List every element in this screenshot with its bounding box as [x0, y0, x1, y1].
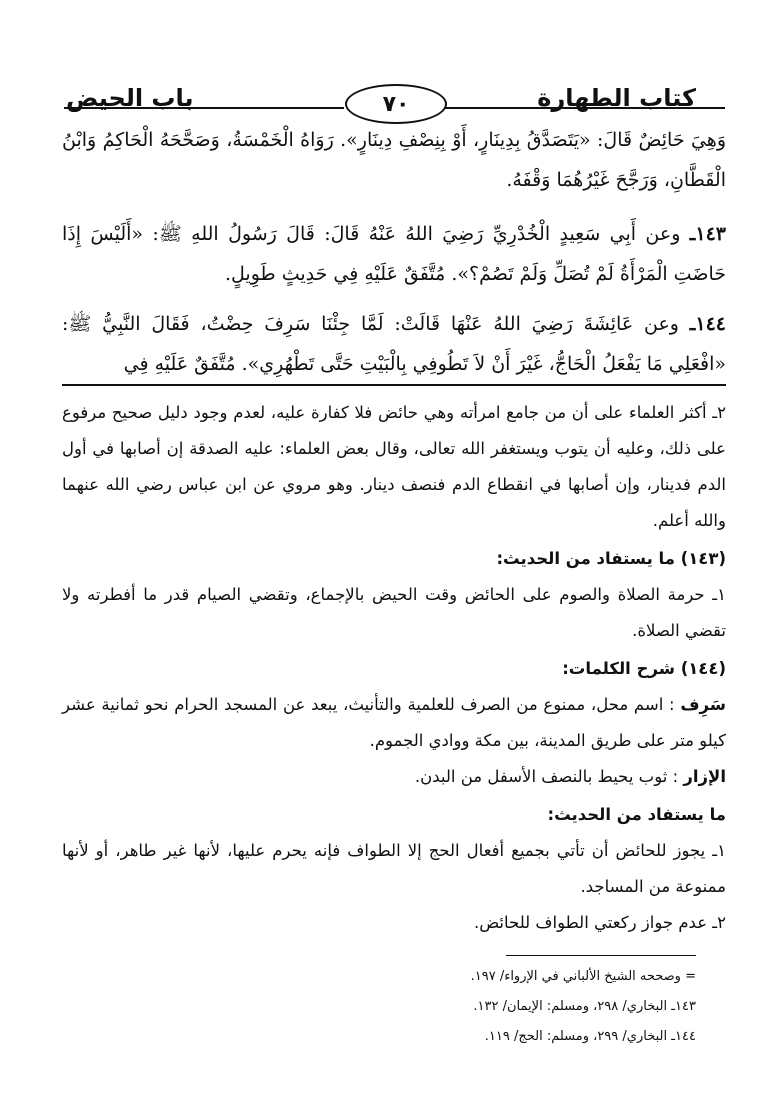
footnote-2: ١٤٣ـ البخاري/ ٢٩٨، ومسلم: الإيمان/ ١٣٢. [473, 999, 696, 1014]
page-number: ٧٠ [345, 84, 447, 124]
footnotes [296, 962, 696, 1052]
footnote-1: = وصححه الشيخ الألباني في الإرواء/ ١٩٧. [470, 969, 696, 984]
commentary [62, 395, 726, 941]
term-izar: الإزار [683, 767, 726, 786]
definition-izar [62, 759, 726, 795]
hadith-143-number: ١٤٣ـ [689, 223, 726, 245]
hadith-143-text: وعن أَبِي سَعِيدٍ الْخُدْرِيِّ رَضِيَ اللهُ عَنْهُ قَالَ: قَالَ رَسُولُ اللهِ ﷺ: «أَلَيْسَ إِذَا حَاضَتِ الْمَرْأَةُ لَمْ تُصَلِّ وَلَمْ تَصُمْ؟». مُتَّفَقٌ عَلَيْهِ فِي حَدِيثٍ طَوِيلٍ. [62, 223, 726, 285]
hadith-144-text: وعن عَائِشَةَ رَضِيَ اللهُ عَنْهَا قَالَتْ: لَمَّا جِئْنَا سَرِفَ حِضْتُ، فَقَالَ النَّبِيُّ ﷺ: «افْعَلِي مَا يَفْعَلُ الْحَاجُّ، غَيْرَ أَنْ لاَ تَطُوفِي بِالْبَيْتِ حَتَّى تَطْهُرِي». مُتَّفَقٌ عَلَيْهِ فِي [62, 313, 726, 375]
definition-sarif [62, 687, 726, 759]
term-sarif-definition: : اسم محل، ممنوع من الصرف للعلمية والتأنيث، يبعد عن المسجد الحرام نحو ثمانية عشر كيلو متر على طريق المدينة، بين مكة ووادي الجموم. [62, 695, 726, 750]
section-144-title: (١٤٤) شرح الكلمات: [562, 659, 726, 678]
term-izar-definition: : ثوب يحيط بالنصف الأسفل من البدن. [414, 767, 679, 786]
chapter-title: باب الحيض [66, 84, 194, 112]
text-divider [62, 384, 726, 386]
section-143-item-1: ١ـ حرمة الصلاة والصوم على الحائض وقت الحيض بالإجماع، وتقضي الصيام قدر ما أفطرته ولا تقضي الصلاة. [62, 585, 726, 640]
book-title: كتاب الطهارة [537, 84, 696, 112]
hadith-continuation: وَهِيَ حَائِضٌ قَالَ: «يَتَصَدَّقُ بِدِينَارٍ، أَوْ بِنِصْفِ دِينَارٍ». رَوَاهُ الْخَمْسَةُ، وَصَحَّحَهُ الْحَاكِمُ وَابْنُ الْقَطَّانِ، وَرَجَّحَ غَيْرُهُمَا وَقْفَهُ. [62, 129, 726, 191]
hadith-143 [62, 214, 726, 294]
benefit-1: ١ـ يجوز للحائض أن تأتي بجميع أفعال الحج إلا الطواف فإنه يحرم عليها، لأنها غير طاهر، أو لأنها ممنوعة من المساجد. [62, 841, 726, 896]
hadith-text [62, 120, 726, 394]
benefit-2: ٢ـ عدم جواز ركعتي الطواف للحائض. [473, 913, 726, 932]
footnote-rule [506, 955, 696, 956]
section-143-title: (١٤٣) ما يستفاد من الحديث: [496, 549, 726, 568]
hadith-144-number: ١٤٤ـ [689, 313, 726, 335]
header-rule-right [445, 107, 725, 109]
hadith-144 [62, 304, 726, 384]
benefits-title: ما يستفاد من الحديث: [547, 805, 726, 824]
note-2: ٢ـ أكثر العلماء على أن من جامع امرأته وهي حائض فلا كفارة عليه، لعدم وجود دليل صحيح مرفوع على ذلك، وعليه أن يتوب ويستغفر الله تعالى، وقال بعض العلماء: عليه الصدقة إن أصابها في أول الدم فدينار، وإن أصابها في انقطاع الدم فنصف دينار. وهو مروي عن ابن عباس رضي الله عنهما والله أعلم. [62, 403, 726, 530]
footnote-3: ١٤٤ـ البخاري/ ٢٩٩، ومسلم: الحج/ ١١٩. [484, 1029, 696, 1044]
term-sarif: سَرِف [680, 695, 727, 714]
